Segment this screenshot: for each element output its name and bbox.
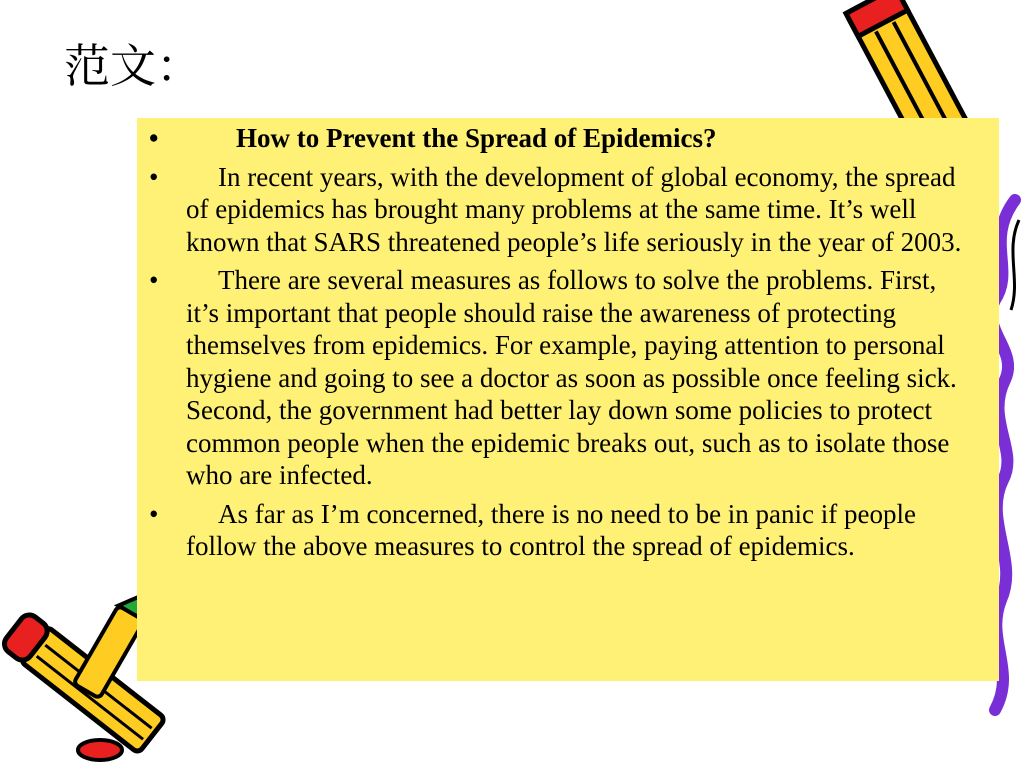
essay-heading-text: How to Prevent the Spread of Epidemics?: [236, 123, 717, 153]
pencil-bottom-left-icon: [0, 600, 160, 768]
essay-text-box: [137, 118, 999, 681]
essay-paragraph-3: [149, 498, 973, 563]
bullet-icon: •: [149, 498, 159, 529]
essay-paragraph-text: As far as I’m concerned, there is no need to be in panic if people follow the above measures to control the spread of epidemics.: [186, 498, 916, 561]
essay-heading: [149, 122, 973, 155]
bullet-icon: •: [149, 123, 159, 153]
essay-paragraph-2: [149, 264, 973, 492]
bullet-icon: •: [149, 161, 159, 192]
essay-paragraph-text: In recent years, with the development of global economy, the spread of epidemics has brought many problems at the same time. It’s well known that SARS threatened people’s life seriously in the year of 2003.: [186, 161, 962, 257]
essay-paragraph-text: There are several measures as follows to solve the problems. First, it’s important that people should raise the awareness of protecting themselves from epidemics. For example, paying attention to personal hygiene and going to see a doctor as soon as possible once feeling sick. Second, the government had better lay down some policies to protect common people when the epidemic breaks out, such as to isolate those who are infected.: [186, 265, 957, 490]
essay-bullet-list: [149, 122, 973, 563]
bullet-icon: •: [149, 265, 159, 295]
essay-paragraph-1: [149, 161, 973, 259]
slide-title: 范文：: [64, 39, 202, 93]
